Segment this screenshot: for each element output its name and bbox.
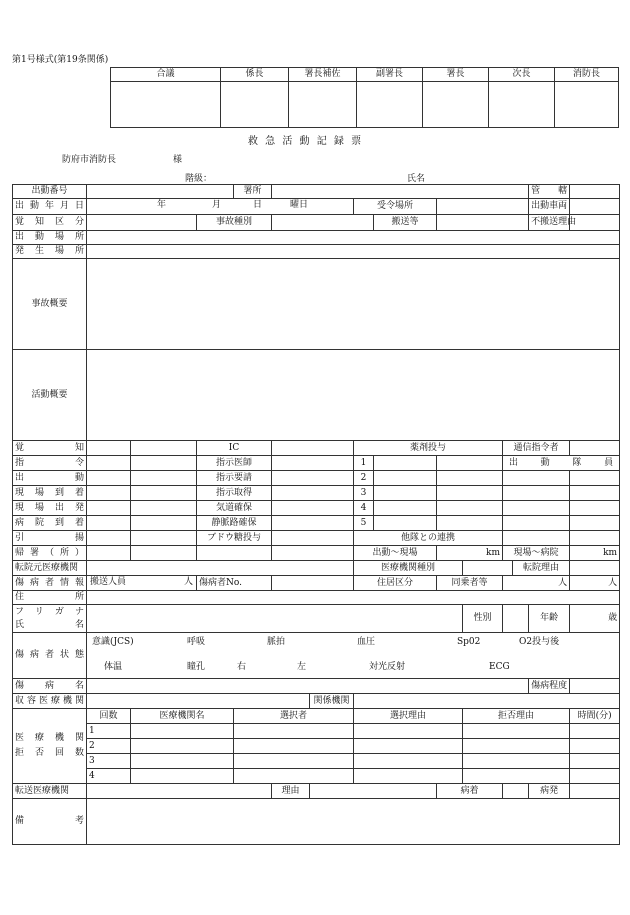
approval-stamp-box[interactable] [423,82,489,128]
no-transport-reason-label: 不搬送理由 [529,215,570,231]
timeline-label-hikiage: 引揚 [13,531,87,546]
scene-to-hospital-label: 現場～病院 [503,546,570,561]
hospital-departure-field[interactable] [570,784,620,799]
transport-label: 搬送等 [374,215,437,231]
approval-header-fukushocho: 副署長 [357,68,423,82]
transported-count-field[interactable] [87,576,197,591]
refusal-header-selector: 選択者 [234,709,354,724]
procedure-glucose: ブドウ糖投与 [197,531,272,546]
no-transport-reason-field[interactable] [570,215,620,231]
approval-stamp-box[interactable] [555,82,619,128]
approval-stamp-box[interactable] [357,82,423,128]
transported-count-label: 搬送人員 [90,577,127,587]
station-field[interactable] [272,185,529,199]
team-member-field[interactable] [503,516,570,531]
procedure-ic: IC [197,441,272,456]
diagnosis-label: 傷病名 [13,679,87,694]
procedure-field[interactable] [272,516,354,531]
vital-ecg: ECG [489,662,510,672]
dispatch-location-label: 出動場所 [13,231,87,245]
sex-label: 性別 [463,605,503,633]
patient-no-field[interactable] [272,576,354,591]
refusal-field[interactable] [234,754,354,769]
procedure-iv-access: 静脈路確保 [197,516,272,531]
diagnosis-field[interactable] [87,679,529,694]
team-member-field[interactable] [503,471,570,486]
dispatch-team-header: 出 動 隊 員 [503,456,620,471]
time-field[interactable] [87,486,131,501]
jurisdiction-field[interactable] [570,185,620,199]
patient-info-label: 傷病者情報 [13,576,87,591]
address-field[interactable] [87,591,620,605]
related-facility-label: 関係機関 [310,694,354,709]
patient-condition-label: 傷病者状態 [13,633,87,679]
timeline-label-shutsudo: 出動 [13,471,87,486]
approval-stamp-box[interactable] [221,82,289,128]
time-field[interactable] [87,501,131,516]
awareness-class-field[interactable] [87,215,197,231]
awareness-class-label: 覚知区分 [13,215,87,231]
refusal-number: 3 [87,754,131,769]
dispatch-location-field[interactable] [87,231,620,245]
coordination-header: 他隊との連携 [354,531,503,546]
refusal-field[interactable] [570,739,620,754]
furigana-label: フリガナ [15,606,84,617]
retransfer-facility-label: 転送医療機関 [13,784,87,799]
drug-number: 3 [354,486,374,501]
approval-header-shoboucho: 消防長 [555,68,619,82]
time-field[interactable] [131,546,197,561]
accident-type-field[interactable] [272,215,374,231]
station-label: 署所 [234,185,272,199]
drug-field[interactable] [437,516,503,531]
accident-summary-label: 事故概要 [13,259,87,350]
related-facility-field[interactable] [354,694,620,709]
team-member-field[interactable] [503,501,570,516]
drug-field[interactable] [437,501,503,516]
team-member-field[interactable] [503,486,570,501]
person-unit: 人 [570,576,620,591]
furigana-name-label [13,605,87,633]
procedure-field[interactable] [272,486,354,501]
accident-type-label: 事故種別 [197,215,272,231]
vital-temperature: 体温 [104,662,123,672]
drug-field[interactable] [437,456,503,471]
drug-field[interactable] [374,516,437,531]
procedure-field[interactable] [272,531,354,546]
refusal-field[interactable] [463,739,570,754]
refusal-label [13,709,87,784]
dispatch-no-label: 出動番号 [13,185,87,199]
timeline-label-byoin-touchaku: 病院到着 [13,516,87,531]
team-member-field[interactable] [570,501,620,516]
vital-o2-after: O2投与後 [519,637,560,647]
procedure-field[interactable] [272,441,354,456]
approval-header-kakaricho: 係長 [221,68,289,82]
vital-pupils: 瞳孔 [187,662,206,672]
addressee: 防府市消防長 [62,155,117,165]
time-field[interactable] [131,456,197,471]
drug-number: 1 [354,456,374,471]
approval-header-shochohosa: 署長補佐 [289,68,357,82]
person-unit: 人 [503,576,570,591]
vital-spo2: Sp02 [457,637,481,647]
refusal-number: 4 [87,769,131,784]
time-field[interactable] [131,486,197,501]
addressee-suffix: 様 [173,155,183,165]
accident-summary-field[interactable] [87,259,620,350]
timeline-label-shirei: 指令 [13,456,87,471]
time-field[interactable] [131,441,197,456]
drug-admin-header: 薬剤投与 [354,441,503,456]
rank-label: 階級： [185,174,213,184]
refusal-field[interactable] [131,769,234,784]
pupil-right: 右 [237,662,247,672]
time-field[interactable] [87,471,131,486]
refusal-number: 1 [87,724,131,739]
ward-arrival-label: 病着 [437,784,503,799]
sex-field[interactable] [503,605,529,633]
dispatch-vehicle-label: 出動車両 [529,199,570,215]
team-member-field[interactable] [503,531,570,546]
remarks-label: 備 考 [13,799,87,845]
remarks-field[interactable] [87,799,620,845]
refusal-field[interactable] [131,724,234,739]
activity-record-table [12,184,620,845]
form-number: 第1号様式(第19条関係) [12,55,109,65]
transfer-origin-label: 転院元医療機関 [13,561,87,576]
transfer-reason-label: 転院理由 [513,561,570,576]
dispatch-vehicle-field[interactable] [570,199,620,215]
procedure-field[interactable] [272,501,354,516]
coordination-field[interactable] [272,546,354,561]
refusal-header-refusal-reason: 拒否理由 [463,709,570,724]
drug-number: 4 [354,501,374,516]
timeline-label-genba-shuppatsu: 現場出発 [13,501,87,516]
km-unit: km [437,546,503,561]
drug-field[interactable] [374,471,437,486]
month-label: 月 [212,200,222,210]
drug-number: 5 [354,516,374,531]
companions-label: 同乗者等 [437,576,503,591]
severity-label: 傷病程度 [529,679,570,694]
patient-condition-field[interactable] [87,633,620,679]
time-field[interactable] [131,471,197,486]
refusal-label-line1: 医療機関 [15,733,84,743]
dispatch-date-field[interactable] [87,199,354,215]
time-field[interactable] [131,531,197,546]
age-label: 年齢 [529,605,570,633]
vital-light-reflex: 対光反射 [369,662,406,672]
refusal-field[interactable] [463,754,570,769]
year-label: 年 [157,200,167,210]
refusal-header-facility: 医療機関名 [131,709,234,724]
team-member-field[interactable] [570,531,620,546]
km-unit: km [570,546,620,561]
weekday-label: 曜日 [290,200,309,210]
facility-type-field[interactable] [463,561,513,576]
transfer-origin-field[interactable] [87,561,354,576]
transfer-reason-field[interactable] [570,561,620,576]
timeline-label-kisho: 帰署（所） [13,546,87,561]
procedure-instruction-request: 指示要請 [197,471,272,486]
dispatch-date-label: 出動年月日 [13,199,87,215]
procedure-airway: 気道確保 [197,501,272,516]
drug-field[interactable] [374,501,437,516]
approval-stamp-box[interactable] [111,82,221,128]
activity-summary-field[interactable] [87,350,620,441]
comm-commander-field[interactable] [570,441,620,456]
patient-name-field[interactable] [87,605,463,633]
refusal-field[interactable] [354,724,463,739]
approval-header-jicho: 次長 [489,68,555,82]
timeline-label-genba-touchaku: 現場到着 [13,486,87,501]
refusal-header-selection-reason: 選択理由 [354,709,463,724]
approval-header-gougi: 合議 [111,68,221,82]
refusal-field[interactable] [131,739,234,754]
refusal-header-time: 時間(分) [570,709,620,724]
vital-jcs: 意識(JCS) [92,637,134,647]
document-title: 救 急 活 動 記 録 票 [248,136,364,147]
retransfer-reason-field[interactable] [310,784,437,799]
person-unit: 人 [183,577,193,587]
dispatch-no-field[interactable] [87,185,234,199]
approval-stamp-box[interactable] [289,82,357,128]
time-field[interactable] [87,441,131,456]
time-field[interactable] [87,456,131,471]
name-label: 氏名 [407,174,426,184]
comm-commander-label: 通信指令者 [503,441,570,456]
drug-number: 2 [354,471,374,486]
day-label: 日 [253,200,263,210]
team-member-field[interactable] [570,516,620,531]
team-member-field[interactable] [570,486,620,501]
refusal-field[interactable] [234,739,354,754]
procedure-instruction-obtained: 指示取得 [197,486,272,501]
time-field[interactable] [131,516,197,531]
timeline-label-kakuchi: 覚知 [13,441,87,456]
refusal-field[interactable] [570,754,620,769]
drug-field[interactable] [374,486,437,501]
vital-respiration: 呼吸 [187,637,206,647]
refusal-field[interactable] [570,769,620,784]
refusal-field[interactable] [354,754,463,769]
jurisdiction-label: 管 轄 [529,185,570,199]
retransfer-reason-label: 理由 [272,784,310,799]
vital-pulse: 脈拍 [267,637,286,647]
refusal-header-count: 回数 [87,709,131,724]
patient-name-label: 氏名 [15,619,84,630]
refusal-field[interactable] [463,769,570,784]
approval-stamp-table [110,67,619,128]
refusal-field[interactable] [234,769,354,784]
occurrence-location-label: 発生場所 [13,245,87,259]
refusal-field[interactable] [354,739,463,754]
procedure-instructing-doctor: 指示医師 [197,456,272,471]
refusal-field[interactable] [463,724,570,739]
age-unit: 歳 [608,613,618,623]
team-member-field[interactable] [570,471,620,486]
refusal-field[interactable] [354,769,463,784]
receiving-facility-field[interactable] [87,694,310,709]
occurrence-location-field[interactable] [87,245,620,259]
hospital-departure-label: 病発 [529,784,570,799]
time-field[interactable] [87,531,131,546]
procedure-field[interactable] [272,471,354,486]
ward-arrival-field[interactable] [503,784,529,799]
residence-class-label: 住居区分 [354,576,437,591]
vital-blood-pressure: 血圧 [357,637,376,647]
activity-summary-label: 活動概要 [13,350,87,441]
reception-place-field[interactable] [437,199,529,215]
approval-stamp-box[interactable] [489,82,555,128]
time-field[interactable] [87,546,131,561]
drug-field[interactable] [437,486,503,501]
coordination-field[interactable] [197,546,272,561]
severity-field[interactable] [570,679,620,694]
transport-field[interactable] [437,215,529,231]
time-field[interactable] [131,501,197,516]
dispatch-to-scene-label: 出動～現場 [354,546,437,561]
drug-field[interactable] [437,471,503,486]
time-field[interactable] [87,516,131,531]
drug-field[interactable] [374,456,437,471]
address-label: 住所 [13,591,87,605]
refusal-field[interactable] [131,754,234,769]
refusal-number: 2 [87,739,131,754]
refusal-label-line2: 拒否回数 [15,748,84,758]
retransfer-facility-field[interactable] [87,784,272,799]
pupil-left: 左 [297,662,307,672]
approval-header-shocho: 署長 [423,68,489,82]
age-field[interactable] [570,605,620,633]
reception-place-label: 受令場所 [354,199,437,215]
refusal-field[interactable] [234,724,354,739]
patient-no-label: 傷病者No. [197,576,272,591]
procedure-field[interactable] [272,456,354,471]
receiving-facility-label: 収容医療機関 [13,694,87,709]
refusal-field[interactable] [570,724,620,739]
facility-type-label: 医療機関種別 [354,561,463,576]
